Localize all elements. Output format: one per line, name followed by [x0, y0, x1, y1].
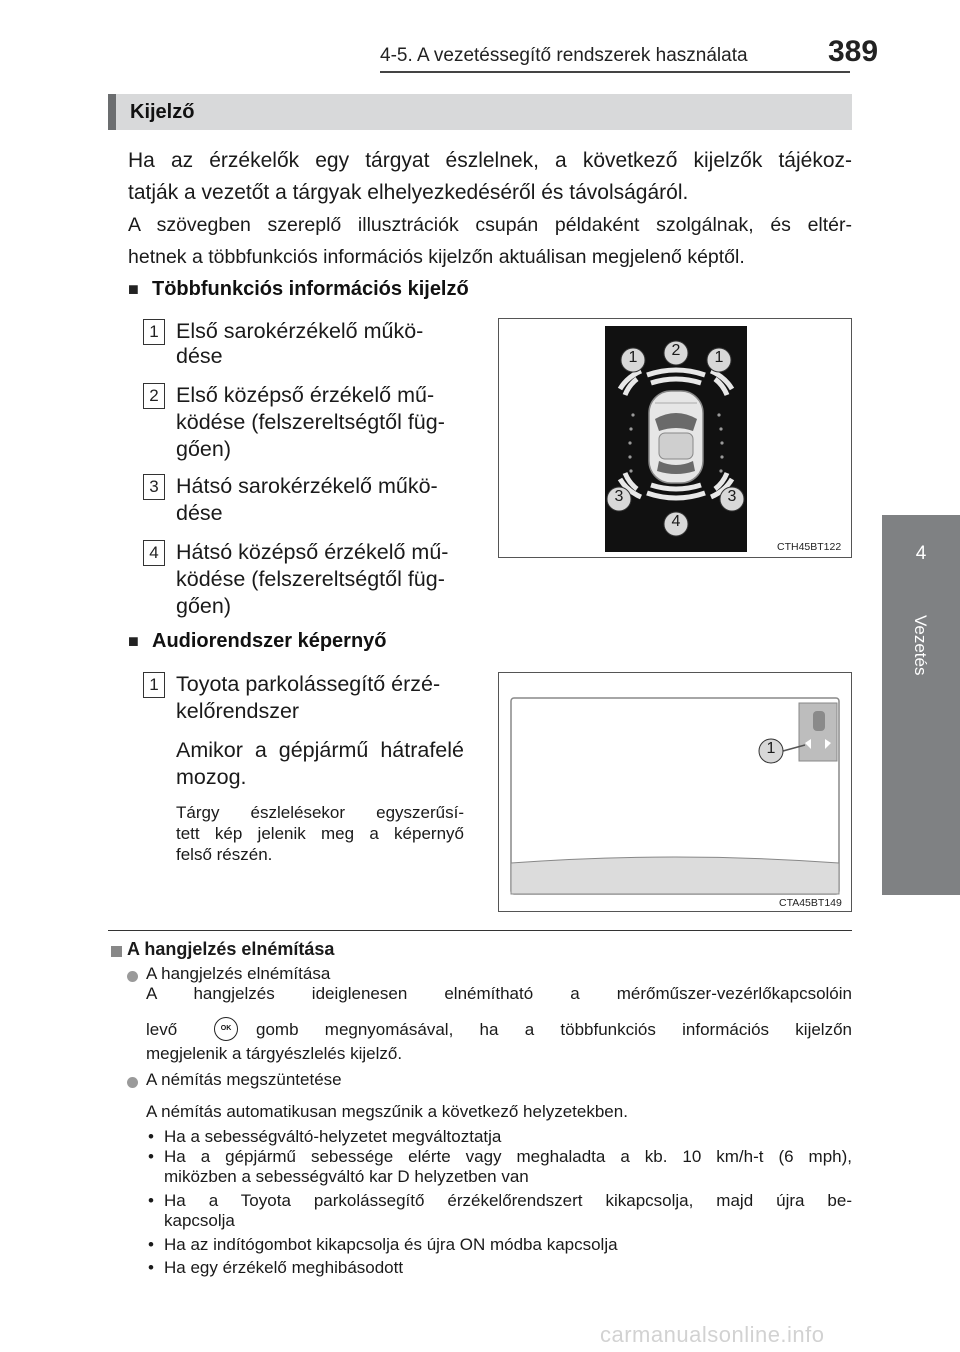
mute-b2-line-1: A némítás automatikusan megszűnik a következő helyzetekben. [146, 1102, 628, 1121]
mid-item-3-line-1: Hátsó sarokérzékelő műkö- [176, 474, 438, 498]
note-line-1: A szövegben szereplő illusztrációk csupán példaként szolgálnak, és eltér- [128, 214, 852, 236]
list-item-4: Ha az indítógombot kikapcsolja és újra ON módba kapcsolja [164, 1235, 618, 1254]
audio-small-line-2: tett kép jelenik meg a képernyő [176, 824, 464, 843]
callout-label: 2 [671, 342, 681, 359]
mid-figure [498, 318, 852, 558]
item-number-box: 1 [143, 319, 165, 345]
chapter-number: 4 [915, 543, 927, 564]
audio-item-line-2: kelőrendszer [176, 699, 300, 723]
car-top-view [649, 391, 703, 483]
mid-item-4-line-3: gően) [176, 594, 231, 618]
figure-code: CTH45BT122 [777, 541, 842, 553]
list-bullet: • [148, 1191, 154, 1210]
note-line-2: hetnek a többfunkciós információs kijelzőn aktuálisan megjelenő képtől. [128, 246, 745, 268]
mute-b2-title: A némítás megszüntetése [146, 1070, 342, 1089]
callout-label: 1 [714, 349, 724, 366]
mute-b1-title: A hangjelzés elnémítása [146, 964, 331, 983]
item-number-box: 4 [143, 540, 165, 566]
section-title-bar [108, 94, 852, 130]
chapter-name: Vezetés [911, 615, 930, 676]
callout-label: 1 [628, 349, 638, 366]
section-title: Kijelző [130, 101, 195, 123]
item-number-box: 3 [143, 474, 165, 500]
header-rule [380, 71, 850, 73]
audio-when-line-2: mozog. [176, 765, 247, 789]
list-item-3-line-1: Ha a Toyota parkolássegítő érzékelőrendszert kikapcsolja, majd újra be- [164, 1191, 852, 1210]
section-title-stripe [108, 94, 116, 130]
mid-item-2-line-2: ködése (felszereltségtől füg- [176, 410, 445, 434]
mid-item-4-line-1: Hátsó középső érzékelő mű- [176, 540, 449, 564]
intro-line-1: Ha az érzékelők egy tárgyat észlelnek, a következő kijelzők tájékoz- [128, 149, 852, 172]
mute-b1-line-2b: gomb megnyomásával, ha a többfunkciós információs kijelzőn [256, 1020, 852, 1039]
chapter-side-tab [882, 515, 960, 895]
mute-b1-line-1: A hangjelzés ideiglenesen elnémítható a mérőműszer-vezérlőkapcsolóin [146, 984, 852, 1003]
list-bullet: • [148, 1235, 154, 1254]
circle-bullet [127, 1075, 138, 1093]
small-square-bullet [111, 944, 122, 962]
figure-code: CTA45BT149 [779, 897, 842, 909]
audio-when-line-1: Amikor a gépjármű hátrafelé [176, 738, 464, 762]
audio-small-line-1: Tárgy észlelésekor egyszerűsí- [176, 803, 464, 822]
callout-label: 3 [614, 488, 624, 505]
list-item-2-line-2: miközben a sebességváltó kar D helyzetben van [164, 1167, 529, 1186]
mute-b1-line-3: megjelenik a tárgyészlelés kijelző. [146, 1044, 403, 1063]
audio-figure [498, 672, 852, 912]
list-bullet: • [148, 1147, 154, 1166]
mid-item-1-line-2: dése [176, 344, 223, 368]
running-header-title: 4-5. A vezetéssegítő rendszerek használata [380, 45, 748, 66]
callout-label: 1 [766, 740, 776, 757]
mid-heading: Többfunkciós információs kijelző [152, 278, 469, 300]
callout-label: 3 [727, 488, 737, 505]
section-divider [108, 930, 852, 931]
list-item-2-line-1: Ha a gépjármű sebessége elérte vagy meghaladta a kb. 10 km/h-t (6 mph), [164, 1147, 852, 1166]
ok-button-icon: OK [214, 1017, 238, 1041]
mid-item-3-line-2: dése [176, 501, 223, 525]
audio-small-line-3: felső részén. [176, 845, 273, 864]
audio-item-line-1: Toyota parkolássegítő érzé- [176, 672, 441, 696]
mid-item-2-line-1: Első középső érzékelő mű- [176, 383, 435, 407]
list-item-5: Ha egy érzékelő meghibásodott [164, 1258, 404, 1277]
heading-bullet-square: ■ [128, 631, 139, 651]
circle-bullet [127, 969, 138, 987]
page-number: 389 [828, 35, 879, 68]
mid-item-2-line-3: gően) [176, 437, 231, 461]
heading-bullet-square: ■ [128, 279, 139, 299]
item-number-box: 1 [143, 672, 165, 698]
list-item-3-line-2: kapcsolja [164, 1211, 235, 1230]
intro-line-2: tatják a vezetőt a tárgyak elhelyezkedéséről és távolságáról. [128, 181, 689, 204]
watermark: carmanualsonline.info [600, 1322, 825, 1347]
list-item-1: Ha a sebességváltó-helyzetet megváltoztatja [164, 1127, 502, 1146]
list-bullet: • [148, 1258, 154, 1277]
mute-heading: A hangjelzés elnémítása [127, 939, 335, 959]
audio-screen-illustration [499, 673, 851, 911]
mid-item-1-line-1: Első sarokérzékelő műkö- [176, 319, 424, 343]
list-bullet: • [148, 1127, 154, 1146]
mid-item-4-line-2: ködése (felszereltségtől füg- [176, 567, 445, 591]
mute-b1-line-2a: levő [146, 1020, 178, 1039]
audio-heading: Audiorendszer képernyő [152, 630, 387, 652]
item-number-box: 2 [143, 383, 165, 409]
callout-label: 4 [671, 513, 681, 530]
